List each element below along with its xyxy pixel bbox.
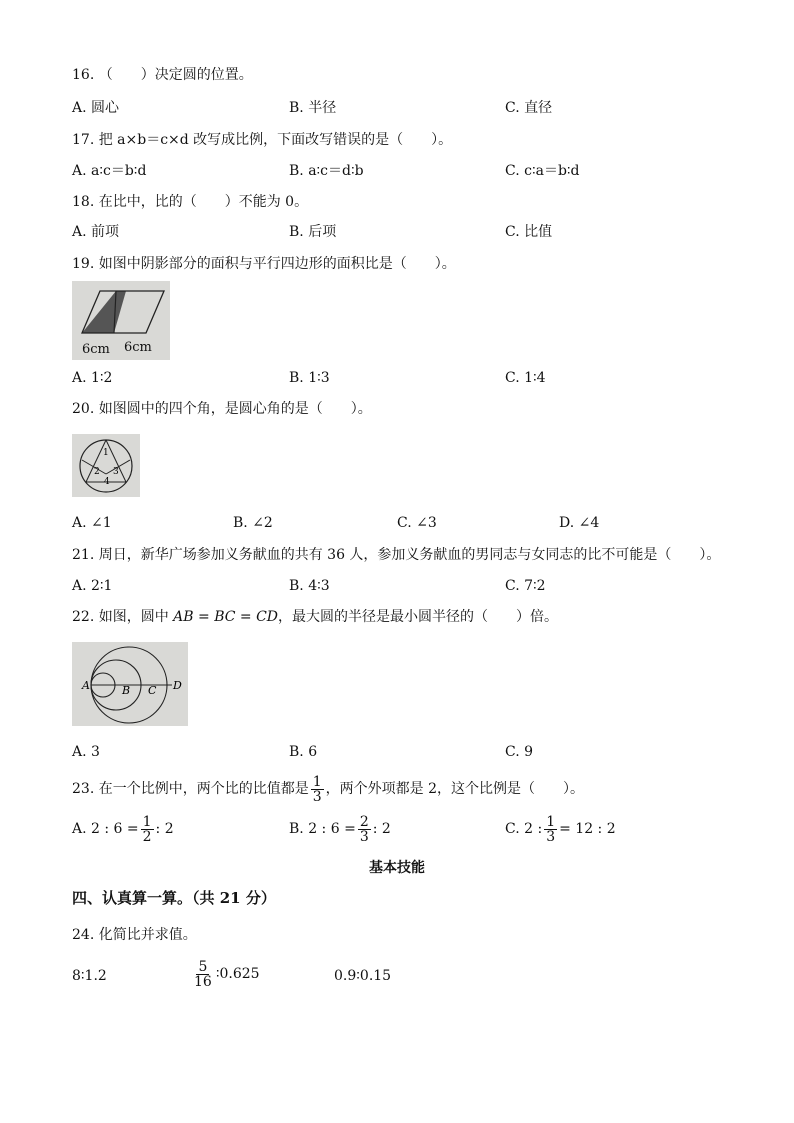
q24-stem: 24. 化简比并求值。: [72, 927, 197, 943]
q20-option-a: A. ∠1: [72, 515, 112, 531]
q18-option-b: B. 后项: [289, 224, 337, 240]
q24-item-3: 0.9∶0.15: [334, 968, 392, 984]
q23-option-a: A. 2 : 6 = $\frac{1}{2}$ : 2: [72, 813, 174, 845]
q20-option-c: C. ∠3: [397, 515, 437, 531]
q21-stem: 21. 周日，新华广场参加义务献血的共有 36 人，参加义务献血的男同志与女同志的比不可能是（ ）。: [72, 547, 721, 563]
q23-option-c-fraction: $\frac{1}{3}$: [546, 813, 556, 845]
fig-point-d-label: D: [173, 679, 182, 692]
parallelogram-figure: [72, 281, 170, 360]
q23-option-b: B. 2 : 6 = $\frac{2}{3}$ : 2: [289, 813, 391, 845]
q23-stem-post: ，两个外项都是 2，这个比例是（ ）。: [325, 781, 584, 797]
nested-circles-figure: [72, 642, 188, 726]
q17-option-a: A. a∶c＝b∶d: [72, 163, 147, 179]
q24-item-2-fraction: $\frac{5}{16}$: [194, 958, 212, 990]
q23-option-c: C. 2 : $\frac{1}{3}$ = 12 : 2: [505, 813, 616, 845]
q21-option-c: C. 7∶2: [505, 578, 546, 594]
q20-option-b: B. ∠2: [233, 515, 273, 531]
fig-angle-2-label: 2: [94, 467, 100, 477]
q24-item-2: $\frac{5}{16}$ ∶0.625: [194, 958, 260, 990]
q19-option-a: A. 1∶2: [72, 370, 113, 386]
q23-option-b-fraction: $\frac{2}{3}$: [359, 813, 369, 845]
fig-angle-1-label: 1: [103, 448, 109, 458]
fig-angle-3-label: 3: [113, 467, 119, 477]
section-heading: 四、认真算一算。（共 21 分）: [72, 889, 276, 907]
q17-option-b: B. a∶c＝d∶b: [289, 163, 364, 179]
q23-stem-fraction: $\frac{1}{3}$: [312, 773, 322, 805]
q22-stem: [72, 608, 558, 626]
q19-option-b: B. 1∶3: [289, 370, 330, 386]
q23-option-a-fraction: $\frac{1}{2}$: [142, 813, 152, 845]
q16-option-b: B. 半径: [289, 100, 337, 116]
q22-stem-post: ，最大圆的半径是最小圆半径的（ ）倍。: [278, 609, 559, 625]
q17-option-c: C. c∶a＝b∶d: [505, 163, 580, 179]
q20-stem: 20. 如图圆中的四个角，是圆心角的是（ ）。: [72, 401, 372, 417]
circle-angles-figure: [72, 434, 140, 497]
fig-point-c-label: C: [148, 684, 157, 697]
q18-option-c: C. 比值: [505, 224, 553, 240]
q22-option-b: B. 6: [289, 744, 318, 760]
q17-stem: 17. 把 a×b＝c×d 改写成比例，下面改写错误的是（ ）。: [72, 132, 453, 148]
fig-point-b-label: B: [122, 684, 131, 697]
q16-option-a: A. 圆心: [72, 100, 120, 116]
q22-stem-equation: AB = BC = CD: [173, 609, 279, 625]
q22-stem-pre: 22. 如图，圆中: [72, 609, 174, 625]
q22-option-c: C. 9: [505, 744, 534, 760]
fig-angle-4-label: 4: [104, 477, 110, 487]
fig-label-6cm-left: 6cm: [82, 342, 110, 357]
fig-point-a-label: A: [82, 679, 90, 692]
fig-label-6cm-right: 6cm: [124, 340, 152, 355]
q19-option-c: C. 1∶4: [505, 370, 546, 386]
q22-option-a: A. 3: [72, 744, 100, 760]
q21-option-b: B. 4∶3: [289, 578, 330, 594]
q20-option-d: D. ∠4: [559, 515, 600, 531]
q23-stem-pre: 23. 在一个比例中，两个比的比值都是: [72, 781, 309, 797]
q16-option-c: C. 直径: [505, 100, 553, 116]
q19-stem: 19. 如图中阴影部分的面积与平行四边形的面积比是（ ）。: [72, 256, 456, 272]
q18-stem: 18. 在比中，比的（ ）不能为 0。: [72, 194, 309, 210]
section-center-title: 基本技能: [369, 860, 425, 876]
q21-option-a: A. 2∶1: [72, 578, 113, 594]
q23-stem: [72, 772, 584, 806]
q16-stem: 16. （ ）决定圆的位置。: [72, 67, 253, 83]
q18-option-a: A. 前项: [72, 224, 120, 240]
q24-item-1: 8∶1.2: [72, 968, 107, 984]
